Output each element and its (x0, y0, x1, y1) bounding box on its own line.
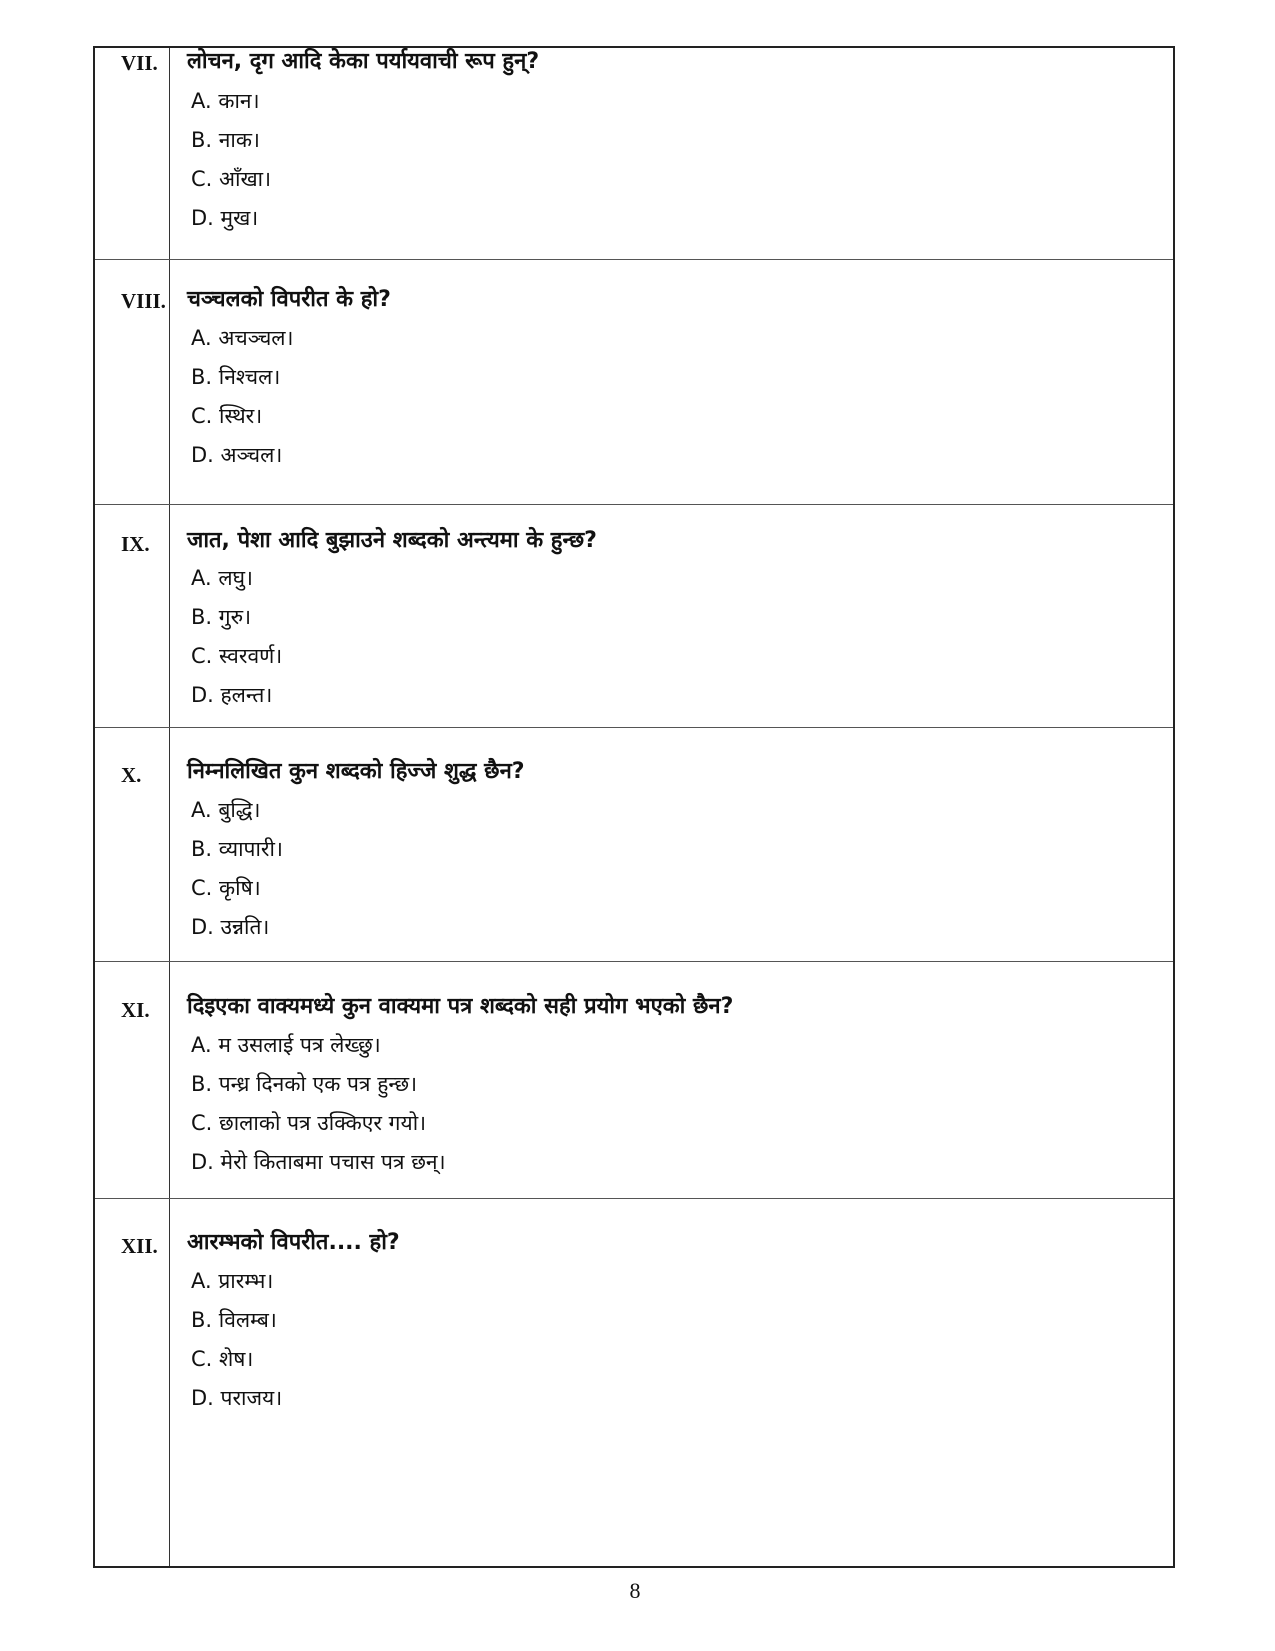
option-b: B. विलम्ब। (191, 1308, 277, 1332)
option-c: C. स्वरवर्ण। (191, 644, 283, 668)
question-number: IX. (121, 532, 150, 556)
option-d: D. पराजय। (191, 1386, 283, 1410)
option-c: C. आँखा। (191, 167, 272, 191)
option-c: C. शेष। (191, 1347, 254, 1371)
page-number: 8 (629, 1578, 641, 1603)
question-table (93, 46, 1175, 1568)
question-text: लोचन, दृग आदि केका पर्यायवाची रूप हुन्? (187, 49, 540, 74)
question-text: आरम्भको विपरीत.... हो? (187, 1230, 400, 1255)
option-d: D. मुख। (191, 206, 259, 230)
option-d: D. उन्नति। (191, 915, 270, 939)
option-b: B. निश्चल। (191, 365, 281, 389)
question-number: X. (121, 763, 142, 787)
option-b: B. नाक। (191, 128, 260, 152)
question-row-xii (95, 1198, 1173, 1568)
question-row-vii (95, 48, 1173, 259)
option-d: D. अञ्चल। (191, 443, 283, 467)
option-c: C. कृषि। (191, 876, 261, 900)
option-b: B. व्यापारी। (191, 837, 283, 861)
option-a: A. म उसलाई पत्र लेख्छु। (191, 1033, 381, 1057)
option-a: A. कान। (191, 89, 260, 113)
question-number: VIII. (121, 289, 166, 313)
question-row-viii (95, 259, 1173, 504)
option-d: D. हलन्त। (191, 683, 273, 707)
question-text: दिइएका वाक्यमध्ये कुन वाक्यमा पत्र शब्दको सही प्रयोग भएको छैन? (187, 994, 734, 1019)
question-number: VII. (121, 51, 158, 75)
question-row-ix (95, 504, 1173, 727)
question-row-x (95, 727, 1173, 961)
option-b: B. पन्ध्र दिनको एक पत्र हुन्छ। (191, 1072, 418, 1096)
question-text: जात, पेशा आदि बुझाउने शब्दको अन्त्यमा के हुन्छ? (187, 528, 597, 553)
question-row-xi (95, 961, 1173, 1198)
option-a: A. बुद्धि। (191, 798, 261, 822)
option-b: B. गुरु। (191, 605, 252, 629)
option-a: A. प्रारम्भ। (191, 1269, 274, 1293)
option-a: A. लघु। (191, 566, 253, 590)
option-c: C. स्थिर। (191, 404, 263, 428)
option-c: C. छालाको पत्र उक्किएर गयो। (191, 1111, 427, 1135)
question-number: XII. (121, 1234, 158, 1258)
option-d: D. मेरो किताबमा पचास पत्र छन्। (191, 1150, 446, 1174)
option-a: A. अचञ्चल। (191, 326, 294, 350)
question-number: XI. (121, 998, 150, 1022)
question-text: चञ्चलको विपरीत के हो? (187, 287, 391, 312)
question-text: निम्नलिखित कुन शब्दको हिज्जे शुद्ध छैन? (187, 759, 525, 784)
